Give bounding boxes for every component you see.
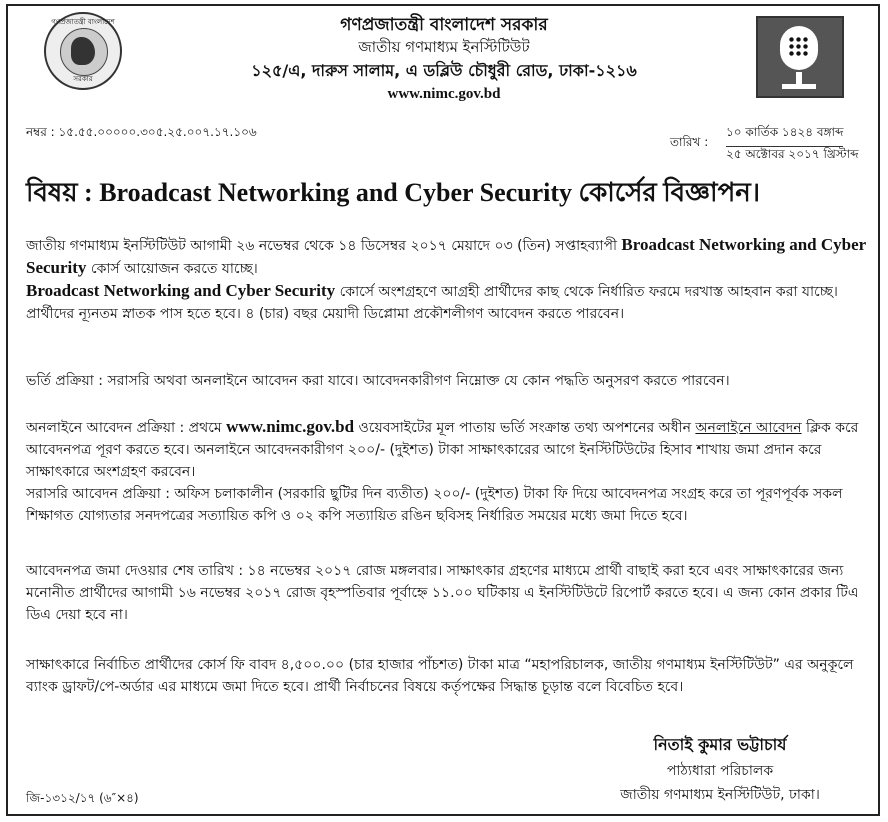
paragraph-deadline: আবেদনপত্র জমা দেওয়ার শেষ তারিখ : ১৪ নভেম্বর ২০১৭ রোজ মঙ্গলবার। সাক্ষাৎকার গ্রহণের মাধ্যমে প্রার্থী বাছাই করা হবে এবং সাক্ষাৎকারের জন্য মনোনীত প্রার্থীদের আগামী ১৬ নভেম্বর ২০১৭ রোজ বৃহস্পতিবার পূর্বাহ্নে ১১.০০ ঘটিকায় এ ইনস্টিটিউটে রিপোর্ট করতে হবে। এ জন্য কোন প্রকার টিএ ডিএ দেয়া হবে না। bbox=[26, 563, 859, 623]
govt-name: গণপ্রজাতন্ত্রী বাংলাদেশ সরকার bbox=[340, 15, 548, 35]
signature-block bbox=[590, 732, 850, 807]
date-bangla: ১০ কার্তিক ১৪২৪ বঙ্গাব্দ bbox=[726, 124, 843, 147]
mic-grille bbox=[788, 36, 810, 58]
online-text-a: অনলাইনে আবেদন প্রক্রিয়া : প্রথমে bbox=[26, 420, 222, 436]
letterhead bbox=[0, 0, 888, 120]
online-text-b: ওয়েবসাইটের মূল পাতায় ভর্তি সংক্রান্ত তথ্য অপশনের অধীন bbox=[358, 420, 691, 436]
mic-base bbox=[782, 84, 816, 89]
seal-top-text: গণপ্রজাতন্ত্রী বাংলাদেশ bbox=[51, 18, 115, 26]
intro-text-a: জাতীয় গণমাধ্যম ইনস্টিটিউট আগামী ২৬ নভেম্বর থেকে ১৪ ডিসেম্বর ২০১৭ মেয়াদে ০৩ (তিন) সপ্তাহব্যাপী bbox=[26, 238, 617, 254]
signatory-name: নিতাই কুমার ভট্টাচার্য bbox=[653, 735, 787, 754]
signatory-designation: পাঠ্যধারা পরিচালক bbox=[666, 763, 774, 779]
direct-application-text: সরাসরি আবেদন প্রক্রিয়া : অফিস চলাকালীন (সরকারি ছুটির দিন ব্যতীত) ২০০/- (দুইশত) টাকা ফি দিয়ে আবেদনপত্র সংগ্রহ করে তা পূরণপূর্বক সকল শিক্ষাগত যোগ্যতার সনদপত্রের সত্যায়িত কপি ও ০২ কপি সত্যায়িত রঙিন ছবিসহ নির্ধারিত সময়ের মধ্যে জমা দিতে হবে। bbox=[26, 486, 843, 524]
intro-text-b: কোর্স আয়োজন করতে যাচ্ছে। bbox=[90, 261, 258, 277]
ad-code: জি-১৩১২/১৭ (৬″×৪) bbox=[26, 791, 139, 805]
online-apply-link: অনলাইনে আবেদন bbox=[695, 420, 802, 436]
paragraph-admission: ভর্তি প্রক্রিয়া : সরাসরি অথবা অনলাইনে আবেদন করা যাবে। আবেদনকারীগণ নিম্নোক্ত যে কোন পদ্ধতি অনুসরণ করতে পারবেন। bbox=[26, 373, 730, 389]
institute-website[interactable]: www.nimc.gov.bd bbox=[387, 86, 501, 102]
subject-prefix: বিষয় : bbox=[26, 178, 93, 207]
microphone-logo-icon bbox=[756, 16, 844, 98]
date-english: ২৫ অক্টোবর ২০১৭ খ্রিস্টাব্দ bbox=[726, 147, 859, 161]
subject-suffix: কোর্সের বিজ্ঞাপন। bbox=[578, 178, 761, 207]
intro-text-c: কোর্সে অংশগ্রহণে আগ্রহী প্রার্থীদের কাছ থেকে নির্ধারিত ফরমে দরখাস্ত আহবান করা যাচ্ছে। প্রার্থীদের ন্যূনতম স্নাতক পাস হতে হবে। ৪ (চার) বছর মেয়াদী ডিপ্লোমা প্রকৌশলীগণ আবেদন করতে পারবেন। bbox=[26, 284, 838, 322]
online-website[interactable]: www.nimc.gov.bd bbox=[226, 417, 355, 436]
seal-bottom-text: সরকার bbox=[73, 75, 93, 83]
paragraph-fee: সাক্ষাৎকারে নির্বাচিত প্রার্থীদের কোর্স ফি বাবদ ৪,৫০০.০০ (চার হাজার পাঁচশত) টাকা মাত্র “মহাপরিচালক, জাতীয় গণমাধ্যম ইনস্টিটিউট” এর অনুকূলে ব্যাংক ড্রাফট/পে-অর্ডার এর মাধ্যমে জমা দিতে হবে। প্রার্থী নির্বাচনের বিষয়ে কর্তৃপক্ষের সিদ্ধান্ত চূড়ান্ত বলে বিবেচিত হবে। bbox=[26, 657, 854, 695]
course-name-2: Broadcast Networking and Cyber Security bbox=[26, 281, 336, 300]
date-label: তারিখ : bbox=[670, 135, 709, 149]
subject-line bbox=[26, 172, 866, 216]
online-text-c: ক্লিক করে আবেদনপত্র পূরণ করতে হবে। অনলাইনে আবেদনকারীগণ ২০০/- (দুইশত) টাকা সাক্ষাৎকারের আগে ইনস্টিটিউটের হিসাব শাখায় জমা প্রদান করে সাক্ষাৎকারে অংশগ্রহণ করবেন। bbox=[26, 420, 859, 480]
course-name-1: Broadcast Networking and Cyber Security bbox=[26, 235, 866, 277]
paragraph-intro bbox=[26, 234, 868, 325]
institute-address: ১২৫/এ, দারুস সালাম, এ ডব্লিউ চৌধুরী রোড, ঢাকা-১২১৬ bbox=[251, 61, 637, 80]
institute-name: জাতীয় গণমাধ্যম ইনস্টিটিউট bbox=[358, 38, 530, 56]
paragraph-online-application bbox=[26, 416, 868, 527]
signatory-office: জাতীয় গণমাধ্যম ইনস্টিটিউট, ঢাকা। bbox=[620, 787, 820, 803]
subject-course: Broadcast Networking and Cyber Security bbox=[99, 178, 573, 207]
memo-number: নম্বর : ১৫.৫৫.০০০০০.৩০৫.২৫.০০৭.১৭.১০৬ bbox=[26, 125, 257, 139]
